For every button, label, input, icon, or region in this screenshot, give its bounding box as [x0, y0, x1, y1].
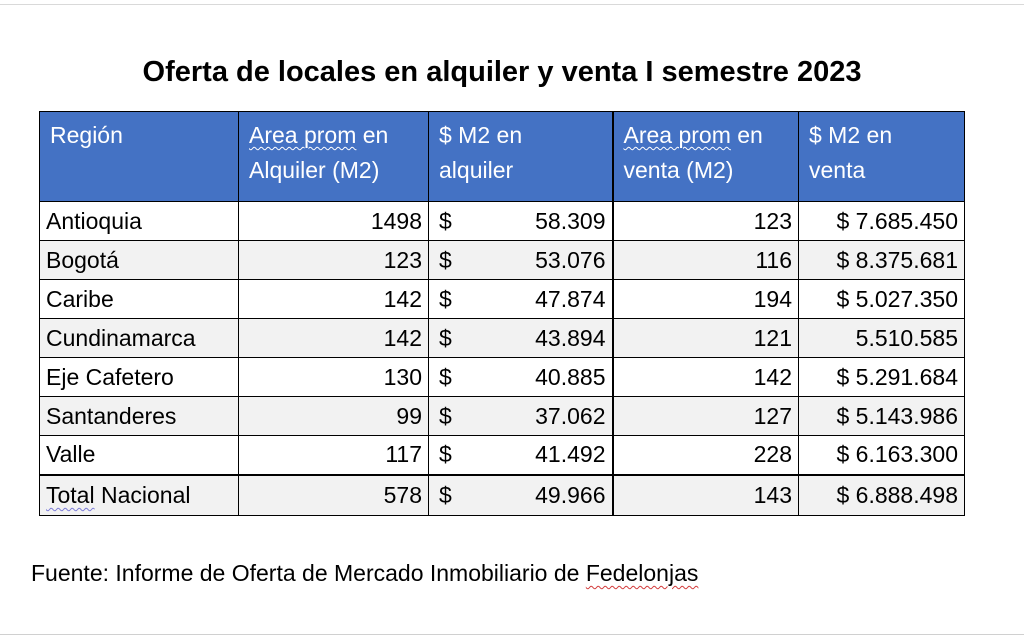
region-cell: Santanderes	[40, 397, 239, 436]
data-table	[39, 111, 965, 516]
source-note: Fuente: Informe de Oferta de Mercado Inmobiliario de Fedelonjas	[31, 560, 699, 586]
area-venta-cell: 123	[613, 202, 799, 241]
total-row	[40, 475, 965, 516]
area-alquiler-cell: 99	[239, 397, 429, 436]
area-alquiler-cell: 117	[239, 436, 429, 475]
area-venta-cell: 228	[613, 436, 799, 475]
m2-alquiler-cell: $ 41.492	[429, 436, 613, 475]
total-m2-alquiler-cell: $ 49.966	[429, 475, 613, 516]
table-row	[40, 280, 965, 319]
region-cell: Antioquia	[40, 202, 239, 241]
area-alquiler-cell: 142	[239, 319, 429, 358]
header-m2-alquiler: $ M2 en alquiler	[429, 112, 613, 202]
header-region: Región	[40, 112, 239, 202]
bottom-divider	[0, 634, 1024, 635]
area-alquiler-cell: 130	[239, 358, 429, 397]
table-row	[40, 241, 965, 280]
m2-alquiler-cell: $ 47.874	[429, 280, 613, 319]
page-title: Oferta de locales en alquiler y venta I semestre 2023	[142, 56, 862, 88]
m2-alquiler-cell: $ 43.894	[429, 319, 613, 358]
header-m2-venta: $ M2 en venta	[799, 112, 965, 202]
source-org: Fedelonjas	[585, 560, 699, 586]
header-area-venta: Area prom en venta (M2)	[613, 112, 799, 202]
area-venta-cell: 194	[613, 280, 799, 319]
top-divider	[0, 4, 1024, 5]
region-cell: Bogotá	[40, 241, 239, 280]
m2-venta-cell: $ 7.685.450	[799, 202, 965, 241]
m2-venta-cell: 5.510.585	[799, 319, 965, 358]
area-venta-cell: 127	[613, 397, 799, 436]
m2-venta-cell: $ 5.027.350	[799, 280, 965, 319]
table-header-row	[40, 112, 965, 202]
table-row	[40, 319, 965, 358]
m2-alquiler-cell: $ 53.076	[429, 241, 613, 280]
header-area-alquiler: Area prom en Alquiler (M2)	[239, 112, 429, 202]
area-venta-cell: 116	[613, 241, 799, 280]
m2-alquiler-cell: $ 37.062	[429, 397, 613, 436]
m2-venta-cell: $ 5.291.684	[799, 358, 965, 397]
table-row	[40, 436, 965, 475]
region-cell: Eje Cafetero	[40, 358, 239, 397]
area-alquiler-cell: 123	[239, 241, 429, 280]
m2-venta-cell: $ 6.163.300	[799, 436, 965, 475]
area-alquiler-cell: 142	[239, 280, 429, 319]
area-venta-cell: 142	[613, 358, 799, 397]
region-cell: Valle	[40, 436, 239, 475]
table-row	[40, 202, 965, 241]
area-venta-cell: 121	[613, 319, 799, 358]
m2-venta-cell: $ 5.143.986	[799, 397, 965, 436]
m2-alquiler-cell: $ 58.309	[429, 202, 613, 241]
m2-venta-cell: $ 8.375.681	[799, 241, 965, 280]
total-m2-venta-cell: $ 6.888.498	[799, 475, 965, 516]
m2-alquiler-cell: $ 40.885	[429, 358, 613, 397]
table-row	[40, 397, 965, 436]
region-cell: Cundinamarca	[40, 319, 239, 358]
region-cell: Caribe	[40, 280, 239, 319]
total-region-cell: Total Nacional	[40, 475, 239, 516]
area-alquiler-cell: 1498	[239, 202, 429, 241]
total-area-venta-cell: 143	[613, 475, 799, 516]
total-area-alquiler-cell: 578	[239, 475, 429, 516]
table-row	[40, 358, 965, 397]
